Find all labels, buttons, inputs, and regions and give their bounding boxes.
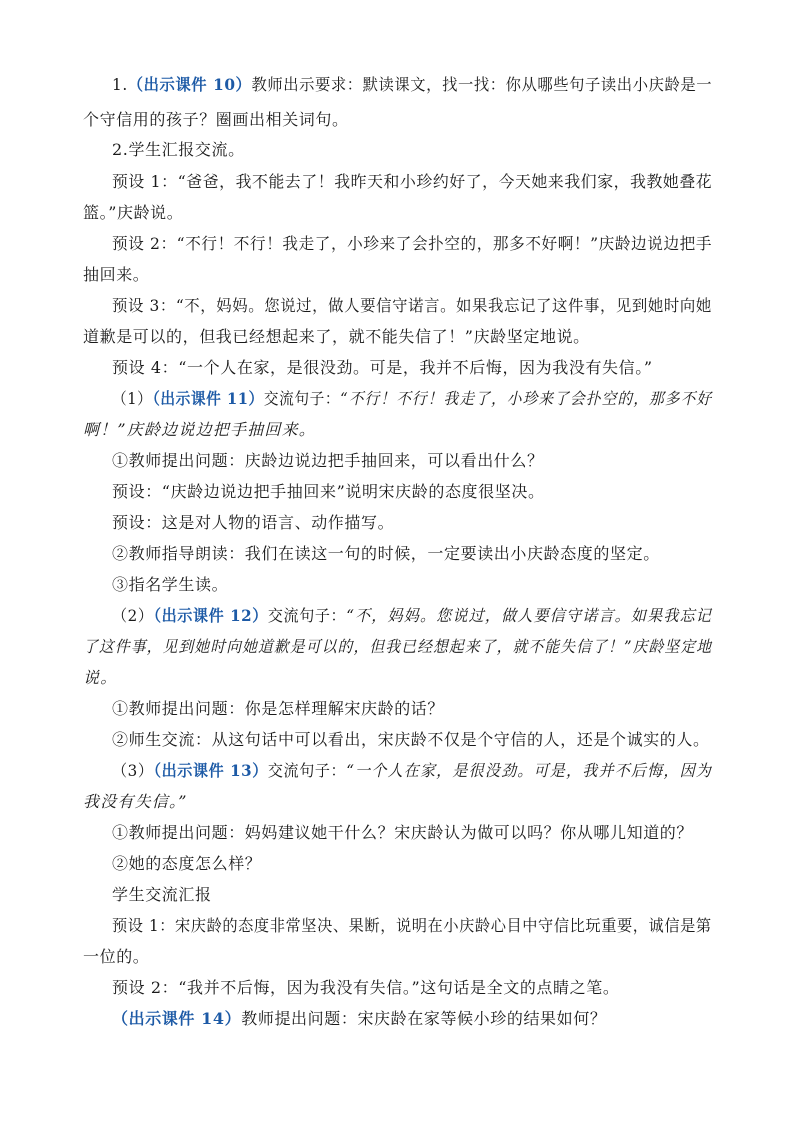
quoted-sentence: “不行！不行！我走了，小珍来了会扑空的，那多不好 (340, 389, 713, 408)
quoted-sentence: “不，妈妈。您说过，做人要信守诺言。如果我忘记 (346, 606, 713, 625)
text-segment: 个守信用的孩子？圈画出相关词句。 (83, 110, 349, 129)
text-segment: ②教师指导朗读：我们在读这一句的时候，一定要读出小庆龄态度的坚定。 (112, 544, 660, 563)
text-segment: 预设：这是对人物的语言、动作描写。 (112, 513, 395, 532)
text-segment: ①教师提出问题：你是怎样理解宋庆龄的话？ (112, 699, 445, 718)
text-line (112, 482, 545, 502)
text-line (112, 234, 712, 254)
text-line (112, 358, 653, 378)
text-segment: 教师出示要求：默读课文，找一找：你从哪些句子读出小庆龄是一 (251, 75, 713, 94)
text-segment: ③指名学生读。 (112, 575, 229, 594)
text-segment: ②她的态度怎么样？ (112, 854, 262, 873)
text-line (112, 172, 712, 192)
text-line (112, 699, 444, 719)
text-segment: 交流句子： (263, 389, 341, 408)
text-segment: 预设 2：“不行！不行！我走了，小珍来了会扑空的，那多不好啊！”庆龄边说边把手 (112, 234, 713, 253)
text-line (112, 389, 712, 409)
text-segment: （1） (112, 389, 153, 408)
text-segment: （3） (112, 761, 154, 780)
text-line (83, 265, 149, 285)
courseware-ref: （出示课件 14） (112, 1009, 242, 1028)
text-segment: 预设 1：“爸爸，我不能去了！我昨天和小珍约好了，今天她来我们家，我教她叠花 (112, 172, 713, 191)
text-line (83, 110, 349, 130)
text-segment: ②师生交流：从这句话中可以看出，宋庆龄不仅是个守信的人，还是个诚实的人。 (112, 730, 710, 749)
text-segment: 篮。”庆龄说。 (83, 203, 184, 222)
text-line (112, 916, 712, 936)
text-segment: 1. (112, 75, 128, 94)
text-line (112, 1009, 606, 1029)
text-line (112, 75, 712, 95)
text-line (112, 296, 712, 316)
quoted-sentence: 我没有失信。” (83, 792, 188, 811)
text-line (112, 140, 245, 160)
text-segment: 预设：“庆龄边说边把手抽回来”说明宋庆龄的态度很坚决。 (112, 482, 545, 501)
text-segment: （2） (112, 606, 154, 625)
text-segment: 预设 4：“一个人在家，是很没劲。可是，我并不后悔，因为我没有失信。” (112, 358, 653, 377)
text-line (112, 544, 660, 564)
text-line (83, 203, 183, 223)
quoted-sentence: 说。 (83, 668, 118, 687)
quoted-sentence: 啊！”庆龄边说边把手抽回来。 (83, 420, 316, 439)
text-segment: 预设 1：宋庆龄的态度非常坚决、果断，说明在小庆龄心目中守信比玩重要，诚信是第 (112, 916, 712, 935)
text-segment: 一位的。 (83, 947, 150, 966)
text-line (112, 978, 619, 998)
text-line (112, 761, 712, 781)
text-line (83, 637, 712, 657)
text-segment: 预设 2：“我并不后悔，因为我没有失信。”这句话是全文的点睛之笔。 (112, 978, 620, 997)
text-line (83, 668, 117, 688)
text-segment: 学生交流汇报 (112, 885, 212, 904)
text-line (112, 513, 394, 533)
text-line (112, 730, 710, 750)
text-segment: 道歉是可以的，但我已经想起来了，就不能失信了！”庆龄坚定地说。 (83, 327, 590, 346)
text-segment: 交流句子： (267, 761, 347, 780)
text-line (83, 947, 149, 967)
text-segment: 2.学生汇报交流。 (112, 140, 245, 159)
text-line (112, 451, 544, 471)
text-line (112, 823, 693, 843)
text-line (112, 575, 228, 595)
text-segment: ①教师提出问题：妈妈建议她干什么？宋庆龄认为做可以吗？你从哪儿知道的？ (112, 823, 694, 842)
courseware-ref: （出示课件 10） (127, 75, 252, 94)
text-line (112, 885, 212, 905)
text-line (112, 854, 261, 874)
courseware-ref: （出示课件 11） (152, 389, 264, 408)
courseware-ref: （出示课件 12） (153, 606, 268, 625)
text-line (83, 420, 316, 440)
text-segment: 抽回来。 (83, 265, 150, 284)
courseware-ref: （出示课件 13） (153, 761, 268, 780)
quoted-sentence: “一个人在家，是很没劲。可是，我并不后悔，因为 (346, 761, 713, 780)
text-segment: 交流句子： (267, 606, 347, 625)
text-segment: 教师提出问题：宋庆龄在家等候小珍的结果如何？ (241, 1009, 607, 1028)
text-line (83, 327, 590, 347)
quoted-sentence: 了这件事，见到她时向她道歉是可以的，但我已经想起来了，就不能失信了！”庆龄坚定地 (83, 637, 713, 656)
text-line (83, 792, 188, 812)
text-segment: ①教师提出问题：庆龄边说边把手抽回来，可以看出什么？ (112, 451, 544, 470)
text-line (112, 606, 712, 626)
text-segment: 预设 3：“不，妈妈。您说过，做人要信守诺言。如果我忘记了这件事，见到她时向她 (112, 296, 712, 315)
